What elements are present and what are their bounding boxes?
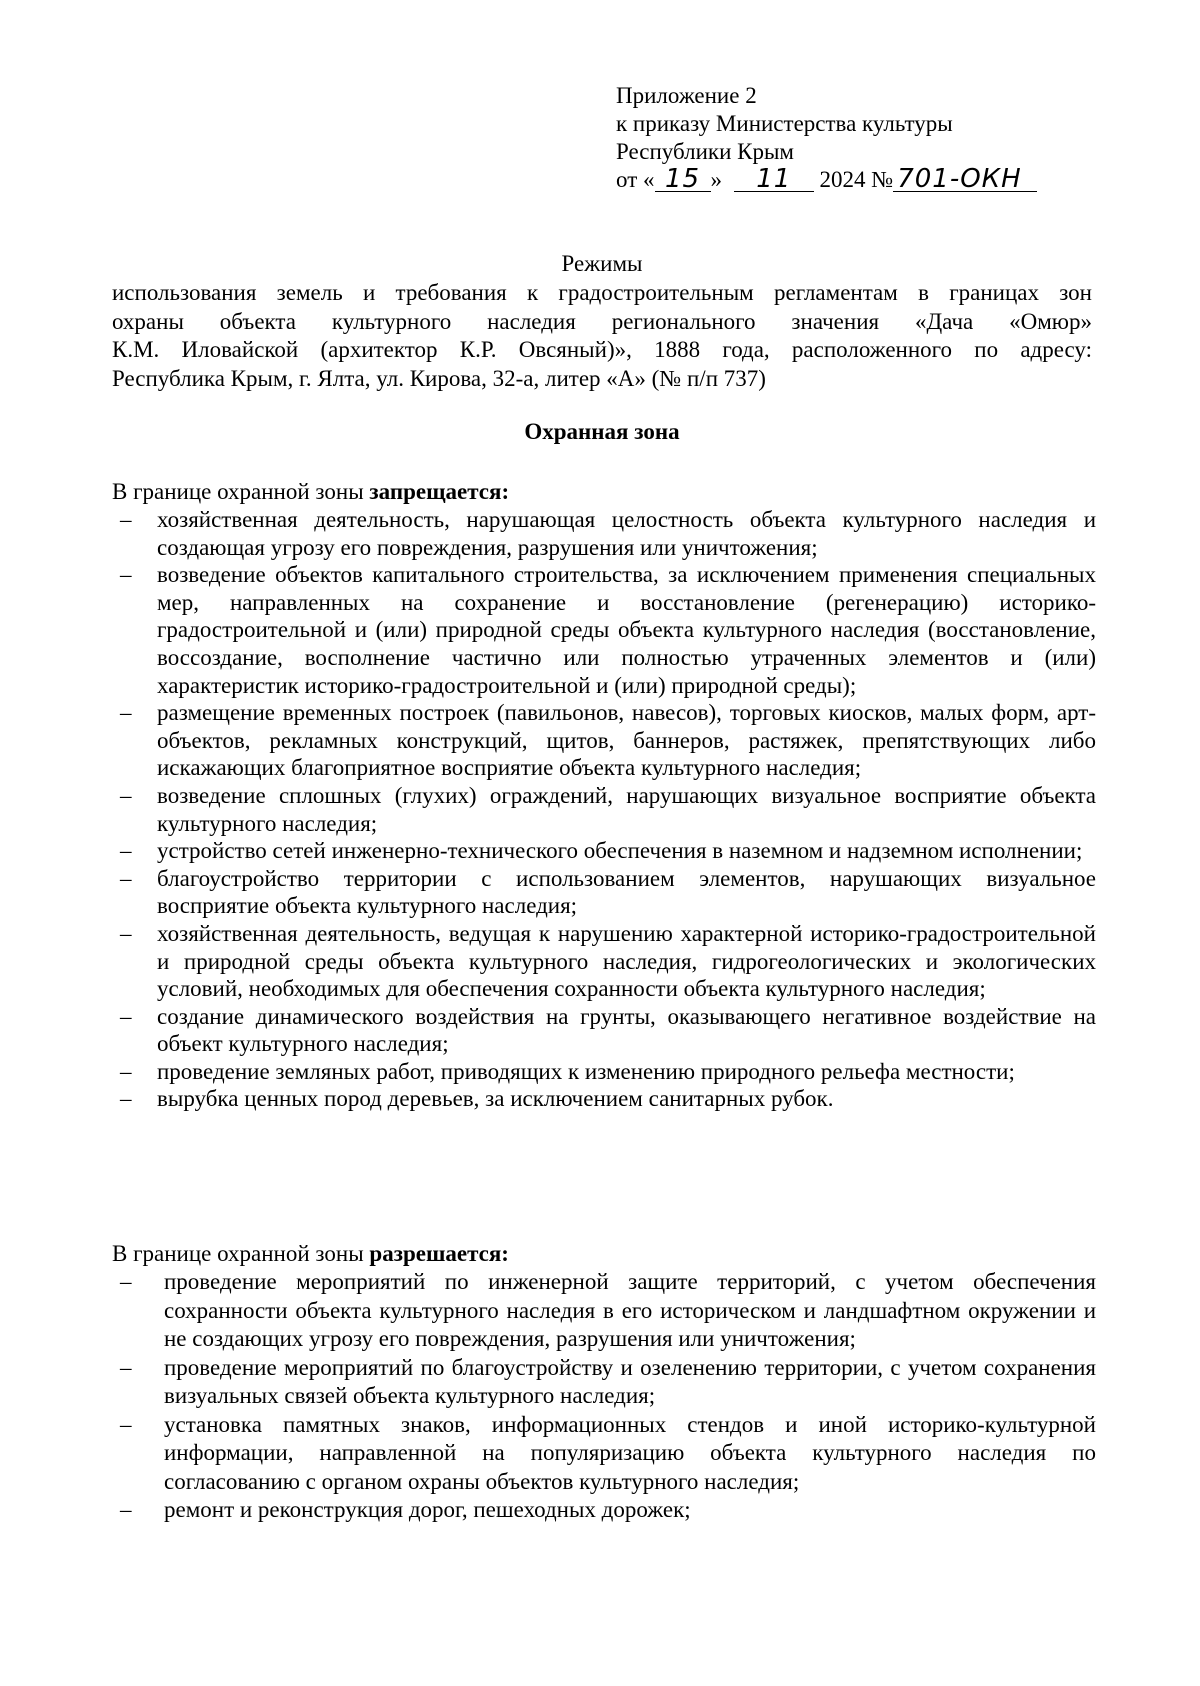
list-item-text: установка памятных знаков, информационных стендов и иной историко-культурной информации, направленной на популяризацию объекта культурного наследия по согласованию с органом охраны объектов культурного наследия;: [164, 1411, 1096, 1494]
subtitle-line: К.М. Иловайской (архитектор К.Р. Овсяный)», 1888 года, расположенного по адресу:: [112, 337, 1092, 362]
appendix-date-line: [616, 166, 1136, 194]
dash-bullet: –: [120, 1086, 132, 1112]
list-item-text: вырубка ценных пород деревьев, за исключением санитарных рубок.: [157, 1086, 834, 1112]
prohibited-intro-text: В границе охранной зоны: [112, 479, 370, 504]
list-item-text: ремонт и реконструкция дорог, пешеходных дорожек;: [164, 1497, 691, 1522]
list-item: [112, 1411, 1096, 1497]
list-item: [112, 1058, 1096, 1086]
permitted-section: [112, 1240, 1096, 1525]
dash-bullet: –: [120, 507, 132, 532]
document-subtitle: [112, 279, 1092, 393]
permitted-intro-keyword: разрешается:: [369, 1241, 509, 1266]
permitted-intro: [112, 1240, 1096, 1268]
list-item: [112, 837, 1096, 865]
dash-bullet: –: [120, 865, 132, 891]
appendix-line-1: Приложение 2: [616, 83, 757, 108]
handwritten-order-number: 701-ОКН: [893, 167, 1037, 192]
subtitle-line: использования земель и требования к градостроительным регламентам в границах зон: [112, 280, 1092, 305]
list-item: [112, 1496, 1096, 1525]
list-item-text: проведение мероприятий по инженерной защите территорий, с учетом обеспечения сохранности объекта культурного наследия в его историческом и ландшафтном окружении и не создающих угрозу его повреждения, разрушения или уничтожения;: [164, 1269, 1096, 1351]
list-item: [112, 865, 1096, 920]
list-item: [112, 782, 1096, 837]
list-item-text: проведение мероприятий по благоустройству и озеленению территории, с учетом сохранения визуальных связей объекта культурного наследия;: [164, 1354, 1096, 1408]
dash-bullet: –: [120, 782, 132, 808]
appendix-line-2: к приказу Министерства культуры: [616, 111, 953, 136]
dash-bullet: –: [120, 838, 132, 864]
list-item-text: устройство сетей инженерно-технического обеспечения в наземном и надземном исполнении;: [157, 838, 1083, 864]
list-item-text: хозяйственная деятельность, ведущая к нарушению характерной историко-градостроительной и природной среды объекта культурного наследия, гидрогеологических и экологических условий, необходимых для обеспечения сохранности объекта культурного наследия;: [157, 920, 1096, 1002]
date-mid: »: [710, 167, 722, 192]
list-item-text: создание динамического воздействия на грунты, оказывающего негативное воздействие на объект культурного наследия;: [157, 1003, 1096, 1057]
list-item-text: возведение сплошных (глухих) ограждений, нарушающих визуальное восприятие объекта культурного наследия;: [157, 782, 1096, 836]
prohibited-intro-keyword: запрещается:: [369, 479, 510, 504]
subtitle-line: охраны объекта культурного наследия регионального значения «Дача «Омюр»: [112, 308, 1092, 334]
dash-bullet: –: [120, 1354, 132, 1380]
date-prefix: от «: [616, 167, 655, 192]
list-item-text: благоустройство территории с использованием элементов, нарушающих визуальное восприятие объекта культурного наследия;: [157, 865, 1096, 919]
list-item-text: размещение временных построек (павильонов, навесов), торговых киосков, малых форм, арт-объектов, рекламных конструкций, щитов, баннеров, растяжек, препятствующих либо искажающих благоприятное восприятие объекта культурного наследия;: [157, 700, 1096, 781]
permitted-list: [112, 1268, 1096, 1525]
prohibited-intro: [112, 478, 1096, 506]
permitted-intro-text: В границе охранной зоны: [112, 1241, 370, 1266]
list-item-text: проведение земляных работ, приводящих к изменению природного рельефа местности;: [157, 1058, 1015, 1084]
dash-bullet: –: [120, 1058, 132, 1084]
list-item: [112, 506, 1096, 561]
dash-bullet: –: [120, 562, 132, 588]
list-item: [112, 1003, 1096, 1058]
appendix-line-3: Республики Крым: [616, 139, 794, 164]
year-and-number-label: 2024 №: [819, 167, 894, 192]
appendix-header: [616, 82, 1136, 194]
handwritten-day: 15: [655, 167, 711, 192]
list-item-text: возведение объектов капитального строительства, за исключением применения специальных мер, направленных на сохранение и восстановление (регенерацию) историко-градостроительной и (или) природной среды объекта культурного наследия (восстановление, воссоздание, восполнение частично или полностью утраченных элементов и (или) характеристик историко-градостроительной и (или) природной среды);: [157, 562, 1096, 698]
dash-bullet: –: [120, 1003, 132, 1029]
list-item: [112, 1085, 1096, 1113]
dash-bullet: –: [120, 700, 132, 726]
list-item: [112, 561, 1096, 699]
list-item: [112, 1268, 1096, 1354]
zone-heading: Охранная зона: [524, 419, 680, 444]
dash-bullet: –: [120, 1497, 132, 1522]
subtitle-line: Республика Крым, г. Ялта, ул. Кирова, 32-а, литер «А» (№ п/п 737): [112, 365, 766, 391]
dash-bullet: –: [120, 1411, 132, 1437]
prohibited-list: [112, 506, 1096, 1113]
list-item: [112, 699, 1096, 782]
dash-bullet: –: [120, 920, 132, 946]
list-item: [112, 920, 1096, 1003]
handwritten-month: 11: [734, 167, 814, 192]
list-item-text: хозяйственная деятельность, нарушающая целостность объекта культурного наследия и создающая угрозу его повреждения, разрушения или уничтожения;: [157, 507, 1096, 560]
dash-bullet: –: [120, 1269, 132, 1294]
prohibited-section: [112, 478, 1096, 1113]
document-title: Режимы: [561, 251, 643, 276]
list-item: [112, 1354, 1096, 1411]
